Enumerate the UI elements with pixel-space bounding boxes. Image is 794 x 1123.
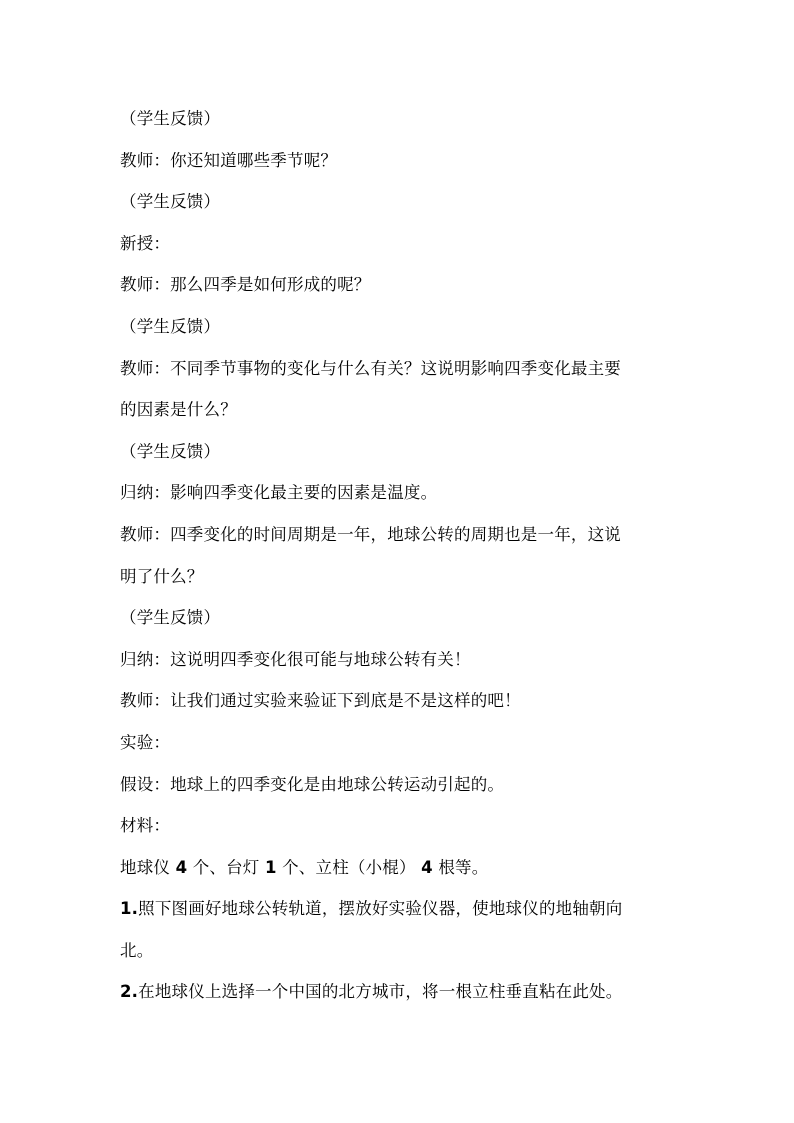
materials-text: 地球仪	[120, 857, 171, 877]
text-line: 教师：那么四季是如何形成的呢？	[120, 275, 371, 295]
step-1-line	[120, 888, 680, 930]
materials-count: 4	[421, 857, 433, 877]
text-line: 教师：让我们通过实验来验证下到底是不是这样的吧！	[120, 691, 521, 711]
step-1-continuation: 北。	[120, 940, 154, 960]
text-line: （学生反馈）	[120, 192, 221, 212]
step-text: 照下图画好地球公转轨道，摆放好实验仪器，使地球仪的地轴朝向	[138, 899, 623, 919]
step-text: 在地球仪上选择一个中国的北方城市，将一根立柱垂直粘在此处。	[138, 982, 623, 1002]
text-line: 明了什么？	[120, 566, 204, 586]
text-line: 实验：	[120, 732, 171, 752]
step-2-line	[120, 971, 680, 1013]
materials-count: 4	[175, 857, 188, 877]
materials-text: 个、台灯	[192, 857, 260, 877]
materials-text: 个、立柱（小棍）	[282, 857, 416, 877]
text-line: 归纳：这说明四季变化很可能与地球公转有关！	[120, 649, 471, 669]
text-line: 新授：	[120, 233, 171, 253]
text-line: 教师：不同季节事物的变化与什么有关？这说明影响四季变化最主要	[120, 358, 621, 378]
text-line: 归纳：影响四季变化最主要的因素是温度。	[120, 483, 438, 503]
step-number: 2.	[120, 982, 139, 1002]
document-body	[120, 98, 680, 1013]
text-line: 教师：四季变化的时间周期是一年，地球公转的周期也是一年，这说	[120, 524, 621, 544]
text-line: （学生反馈）	[120, 608, 221, 628]
materials-count: 1	[264, 857, 277, 877]
text-line: 教师：你还知道哪些季节呢？	[120, 150, 338, 170]
step-number: 1.	[120, 899, 139, 919]
text-line: （学生反馈）	[120, 441, 221, 461]
materials-text: 根等。	[438, 857, 489, 877]
text-line: 的因素是什么？	[120, 400, 237, 420]
text-line: 假设：地球上的四季变化是由地球公转运动引起的。	[120, 774, 505, 794]
materials-line	[120, 847, 680, 889]
text-line: （学生反馈）	[120, 109, 221, 128]
text-line: 材料：	[120, 816, 171, 836]
text-line: （学生反馈）	[120, 316, 221, 336]
